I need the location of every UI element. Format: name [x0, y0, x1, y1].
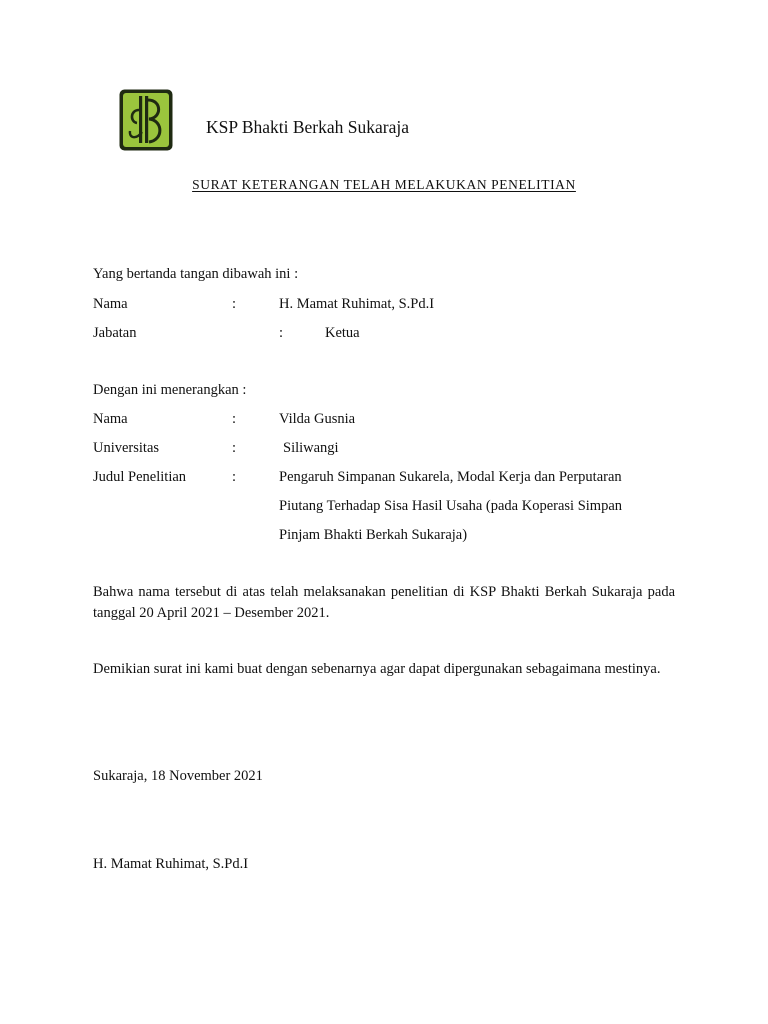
subject-university-label: Universitas [93, 440, 160, 456]
ksp-bbs-logo-icon [118, 88, 174, 152]
subject-name-value: Vilda Gusnia [279, 411, 356, 427]
signer-position-value: Ketua [325, 325, 360, 341]
signer-intro: Yang bertanda tangan dibawah ini : [93, 266, 299, 282]
place-date: Sukaraja, 18 November 2021 [93, 768, 263, 784]
signer-position-colon: : [279, 325, 284, 341]
subject-intro: Dengan ini menerangkan : [93, 382, 247, 398]
subject-research-title-label: Judul Penelitian [93, 469, 187, 485]
subject-university-colon: : [232, 440, 237, 456]
signer-name-value: H. Mamat Ruhimat, S.Pd.I [279, 296, 435, 312]
subject-name-colon: : [232, 411, 237, 427]
research-title-line: Pinjam Bhakti Berkah Sukaraja) [279, 527, 468, 543]
research-title-line: Pengaruh Simpanan Sukarela, Modal Kerja dan Perputaran [279, 469, 622, 485]
document-title: SURAT KETERANGAN TELAH MELAKUKAN PENELITIAN [192, 177, 576, 192]
research-title-line: Piutang Terhadap Sisa Hasil Usaha (pada Koperasi Simpan [279, 498, 623, 514]
signer-name-colon: : [232, 296, 237, 312]
subject-name-label: Nama [93, 411, 128, 427]
subject-university-value: Siliwangi [283, 440, 339, 456]
statement-paragraph: Bahwa nama tersebut di atas telah melaksanakan penelitian di KSP Bhakti Berkah Sukaraja pada tanggal 20 April 2021 – Desember 2021. [93, 584, 675, 621]
subject-research-title-colon: : [232, 469, 237, 485]
closing-paragraph: Demikian surat ini kami buat dengan sebenarnya agar dapat dipergunakan sebagaimana mestinya. [93, 661, 661, 677]
signatory-name: H. Mamat Ruhimat, S.Pd.I [93, 856, 249, 872]
signer-name-label: Nama [93, 296, 128, 312]
signer-position-label: Jabatan [93, 325, 137, 341]
organization-name: KSP Bhakti Berkah Sukaraja [206, 117, 410, 137]
